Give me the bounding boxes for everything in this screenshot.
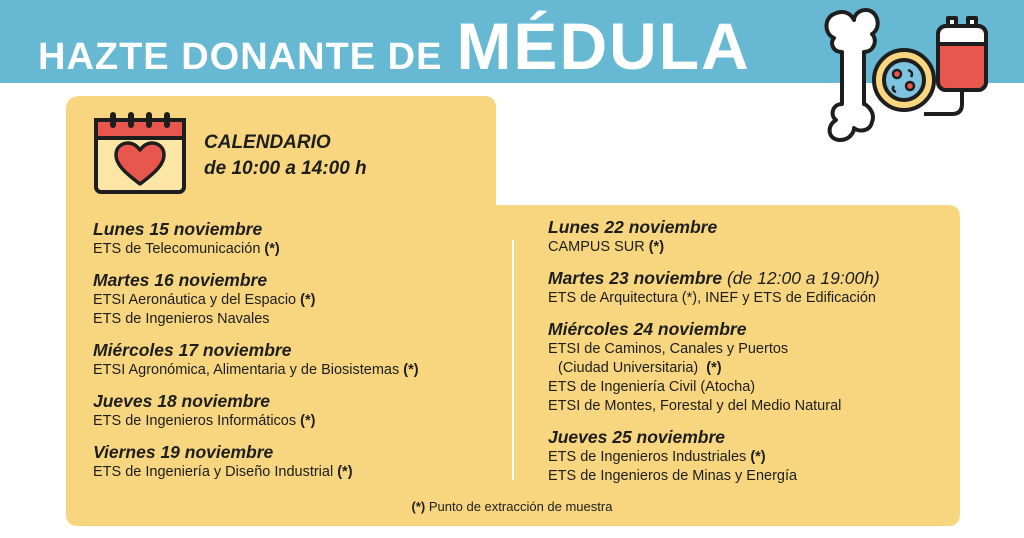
- title-small: HAZTE DONANTE DE: [38, 36, 443, 78]
- calendar-hours: de 10:00 a 14:00 h: [204, 158, 367, 179]
- extraction-mark: (*): [403, 362, 419, 378]
- day-title: Miércoles 17 noviembre: [93, 340, 292, 360]
- day-title: Miércoles 24 noviembre: [548, 319, 747, 339]
- place-name: ETSI de Montes, Forestal y del Medio Natural: [548, 398, 842, 414]
- place-name: ETSI de Caminos, Canales y Puertos: [548, 341, 789, 357]
- day-hours-note: (de 12:00 a 19:00h): [726, 268, 880, 288]
- place-name: ETS de Telecomunicación: [93, 241, 261, 257]
- place-line: [93, 240, 503, 259]
- place-line: [548, 378, 958, 397]
- place-name: ETS de Arquitectura (*), INEF y ETS de Edificación: [548, 290, 876, 306]
- microscope-cell-icon: [874, 50, 934, 110]
- day-title-text: Martes 23 noviembre: [548, 268, 723, 288]
- day-block: [548, 318, 958, 416]
- extraction-mark: (*): [337, 464, 353, 480]
- extraction-mark: (*): [264, 241, 280, 257]
- day-block: [93, 339, 503, 380]
- calendar-title: CALENDARIO: [204, 132, 331, 153]
- place-line: [93, 310, 503, 329]
- bone-icon: [827, 10, 878, 140]
- day-block: [93, 218, 503, 259]
- day-title: [548, 267, 958, 289]
- day-title: Lunes 15 noviembre: [93, 219, 263, 239]
- day-block: [548, 267, 958, 308]
- column-divider: [512, 240, 514, 480]
- place-line: [548, 359, 958, 378]
- right-schedule-column: [548, 216, 958, 496]
- day-block: [93, 390, 503, 431]
- left-schedule-column: [93, 218, 503, 492]
- place-line: [548, 238, 958, 257]
- day-block: [548, 216, 958, 257]
- extraction-mark: (*): [300, 292, 316, 308]
- place-line: [93, 412, 503, 431]
- day-block: [93, 441, 503, 482]
- day-block: [548, 426, 958, 486]
- place-line: [93, 291, 503, 310]
- bone-marrow-illustration: [820, 4, 1020, 142]
- calendar-heading: [204, 130, 367, 182]
- footnote: [0, 499, 1024, 514]
- place-name: ETSI Aeronáutica y del Espacio: [93, 292, 297, 308]
- extraction-mark: (*): [648, 239, 665, 255]
- place-line: [548, 340, 958, 359]
- place-name: (Ciudad Universitaria): [558, 360, 699, 376]
- day-title: Martes 16 noviembre: [93, 270, 268, 290]
- place-name: ETS de Ingenieros de Minas y Energía: [548, 468, 798, 484]
- footnote-text: Punto de extracción de muestra: [428, 499, 613, 514]
- day-title: Jueves 25 noviembre: [548, 427, 726, 447]
- place-line: [93, 463, 503, 482]
- place-name: ETS de Ingenieros Informáticos: [93, 413, 297, 429]
- day-title: Jueves 18 noviembre: [93, 391, 271, 411]
- place-name: ETSI Agronómica, Alimentaria y de Biosistemas: [93, 362, 400, 378]
- place-line: [548, 289, 958, 308]
- place-line: [548, 448, 958, 467]
- day-title: Lunes 22 noviembre: [548, 217, 718, 237]
- extraction-mark: (*): [750, 449, 766, 465]
- place-line: [548, 467, 958, 486]
- place-name: CAMPUS SUR: [548, 239, 645, 255]
- extraction-mark: (*): [300, 413, 316, 429]
- place-line: [548, 397, 958, 416]
- place-name: ETS de Ingenieros Industriales: [548, 449, 747, 465]
- title-big: MÉDULA: [456, 9, 751, 83]
- day-title: Viernes 19 noviembre: [93, 442, 274, 462]
- blood-bag-icon: [924, 18, 986, 114]
- extraction-mark: (*): [706, 360, 722, 376]
- day-block: [93, 269, 503, 329]
- place-name: ETS de Ingeniería Civil (Atocha): [548, 379, 756, 395]
- place-name: ETS de Ingenieros Navales: [93, 311, 270, 327]
- calendar-heart-icon: [94, 112, 188, 194]
- footnote-mark: (*): [411, 499, 426, 514]
- place-name: ETS de Ingeniería y Diseño Industrial: [93, 464, 334, 480]
- place-line: [93, 361, 503, 380]
